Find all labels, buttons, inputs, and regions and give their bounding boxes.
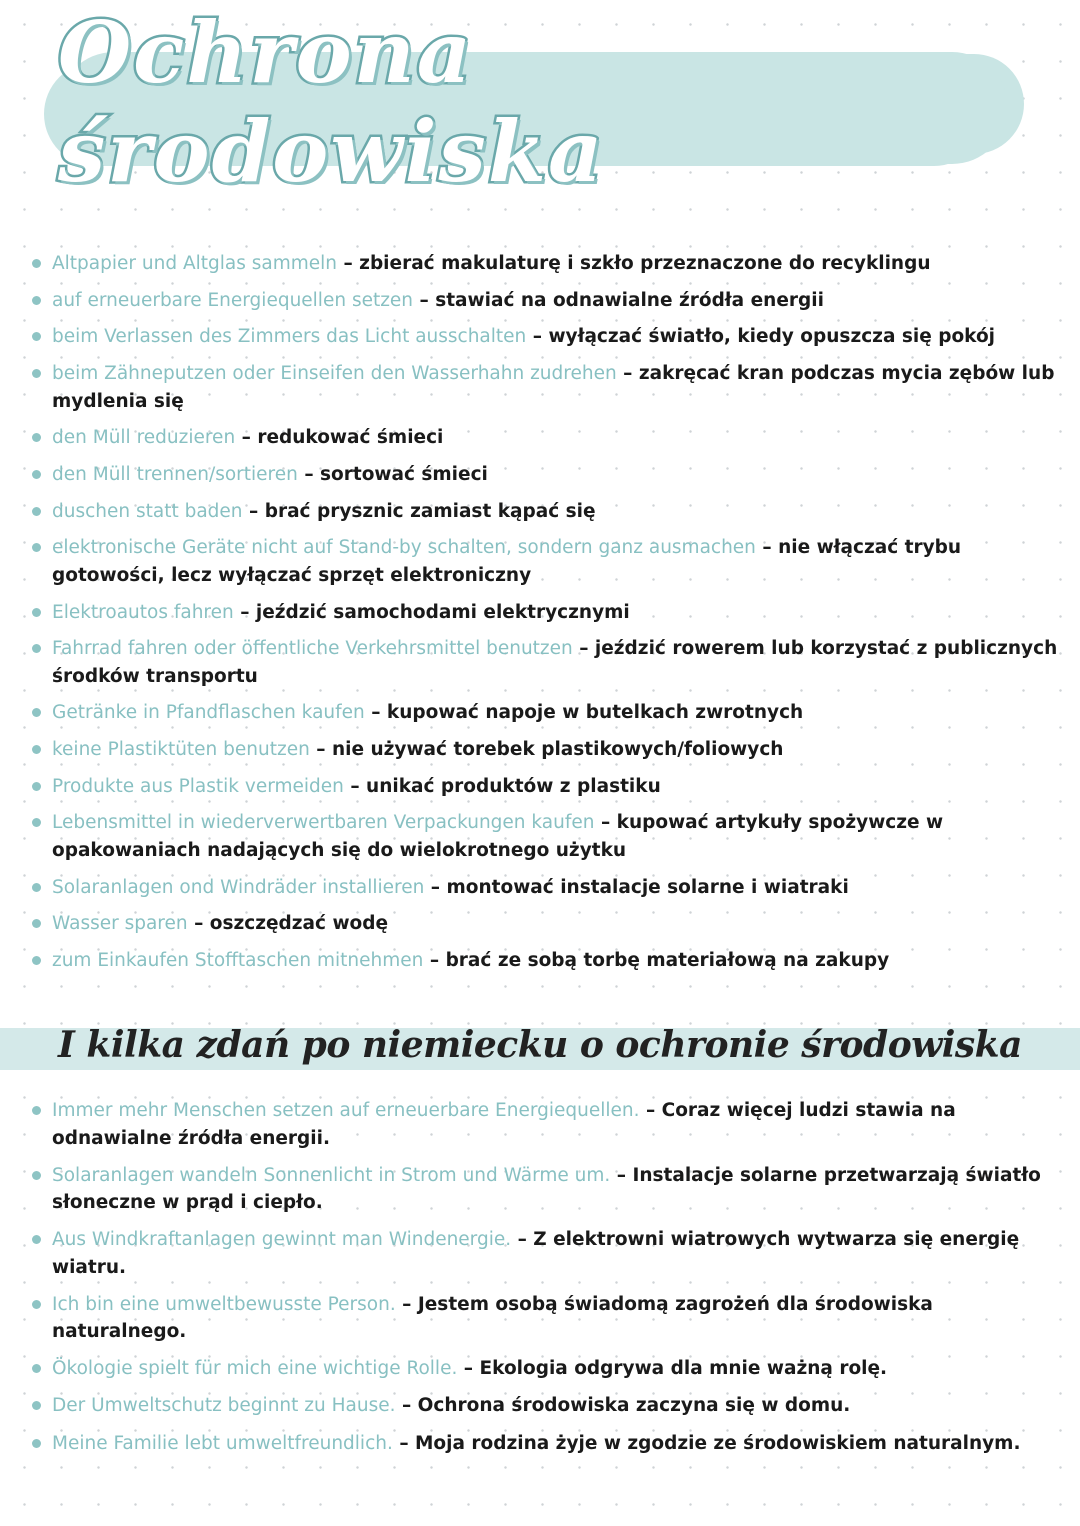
polish-translation: brać ze sobą torbę materiałową na zakupy: [445, 950, 890, 971]
german-phrase: beim Verlassen des Zimmers das Licht ausschalten: [52, 326, 527, 348]
vocab-item: [28, 287, 1068, 315]
dash-separator: –: [249, 500, 259, 522]
vocabulary-list: [28, 250, 1068, 984]
bullet-icon: [32, 259, 41, 268]
dash-separator: –: [463, 1358, 474, 1380]
german-phrase: Ich bin eine umweltbewusste Person.: [52, 1293, 396, 1315]
sentence-item: [28, 1097, 1068, 1152]
polish-translation: oszczędzać wodę: [209, 913, 389, 935]
vocab-item: [28, 809, 1068, 864]
bullet-icon: [32, 332, 41, 341]
polish-translation: kupować artykuły spożywcze w opakowaniach nadających się do wielokrotnego użytku: [52, 812, 944, 861]
dash-separator: –: [194, 913, 204, 935]
dash-separator: –: [532, 326, 542, 348]
vocab-item: [28, 461, 1068, 489]
dash-separator: –: [402, 1293, 412, 1315]
dash-separator: –: [350, 775, 360, 797]
bullet-icon: [32, 1106, 41, 1115]
title-banner: [58, 3, 1008, 201]
bullet-icon: [32, 369, 41, 378]
sentence-item: [28, 1162, 1068, 1217]
vocab-item: [28, 250, 1068, 278]
german-phrase: auf erneuerbare Energiequellen setzen: [52, 289, 414, 311]
german-phrase: Aus Windkraftanlagen gewinnt man Windenergie.: [52, 1229, 512, 1251]
german-phrase: den Müll reduzieren: [52, 427, 236, 449]
bullet-icon: [32, 883, 41, 892]
dash-separator: –: [623, 363, 633, 385]
german-phrase: Solaranlagen ond Windräder installieren: [52, 876, 425, 898]
polish-translation: stawiać na odnawialne źródła energii: [435, 289, 824, 311]
polish-translation: brać prysznic zamiast kąpać się: [264, 500, 596, 522]
sentence-list: [28, 1097, 1068, 1467]
polish-translation: nie włączać trybu gotowości, lecz wyłączać sprzęt elektroniczny: [52, 537, 962, 586]
vocab-item: [28, 699, 1068, 727]
polish-translation: redukować śmieci: [257, 427, 444, 449]
bullet-icon: [32, 1171, 41, 1180]
vocab-item: [28, 599, 1068, 627]
vocab-item: [28, 498, 1068, 526]
dash-separator: –: [371, 702, 381, 724]
bullet-icon: [32, 1364, 41, 1373]
german-phrase: Lebensmittel in wiederverwertbaren Verpackungen kaufen: [52, 812, 595, 834]
german-phrase: elektronische Geräte nicht auf Stand-by schalten, sondern ganz ausmachen: [52, 537, 756, 559]
dash-separator: –: [241, 427, 251, 449]
vocab-item: [28, 874, 1068, 902]
polish-translation: Moja rodzina żyje w zgodzie ze środowiskiem naturalnym.: [415, 1432, 1021, 1454]
german-phrase: Ökologie spielt für mich eine wichtige Rolle.: [52, 1358, 458, 1380]
polish-translation: wyłączać światło, kiedy opuszcza się pokój: [548, 326, 996, 348]
german-phrase: Solaranlagen wandeln Sonnenlicht in Strom und Wärme um.: [52, 1164, 611, 1186]
bullet-icon: [32, 919, 41, 928]
german-phrase: duschen statt baden: [52, 500, 243, 522]
bullet-icon: [32, 1235, 41, 1244]
bullet-icon: [32, 644, 41, 653]
dash-separator: –: [429, 950, 440, 971]
polish-translation: kupować napoje w butelkach zwrotnych: [386, 702, 804, 724]
german-phrase: Der Umweltschutz beginnt zu Hause.: [52, 1395, 396, 1417]
dash-separator: –: [304, 463, 314, 485]
bullet-icon: [32, 543, 41, 552]
vocab-item: [28, 635, 1068, 690]
vocab-item: [28, 424, 1068, 452]
dash-separator: –: [645, 1100, 656, 1121]
polish-translation: Instalacje solarne przetwarzają światło słoneczne w prąd i ciepło.: [52, 1164, 1041, 1214]
german-phrase: Getränke in Pfandflaschen kaufen: [52, 702, 365, 724]
bullet-icon: [32, 433, 41, 442]
german-phrase: Elektroautos fahren: [52, 601, 234, 623]
section-title: I kilka zdań po niemiecku o ochronie środowiska: [58, 1024, 1022, 1066]
german-phrase: Fahrrad fahren oder öffentliche Verkehrsmittel benutzen: [52, 638, 573, 660]
dash-separator: –: [240, 601, 250, 623]
bullet-icon: [32, 608, 41, 617]
dash-separator: –: [579, 638, 589, 660]
dash-separator: –: [401, 1395, 412, 1417]
sentence-item: [28, 1291, 1068, 1346]
german-phrase: Wasser sparen: [52, 913, 188, 935]
polish-translation: montować instalacje solarne i wiatraki: [446, 876, 849, 898]
bullet-icon: [32, 956, 41, 965]
bullet-icon: [32, 1300, 41, 1309]
german-phrase: Meine Familie lebt umweltfreundlich.: [52, 1432, 393, 1454]
sentence-item: [28, 1226, 1068, 1281]
polish-translation: jeździć rowerem lub korzystać z publicznych środków transportu: [52, 638, 1058, 687]
german-phrase: Immer mehr Menschen setzen auf erneuerbare Energiequellen.: [52, 1100, 640, 1121]
vocab-item: [28, 323, 1068, 351]
german-phrase: den Müll trennen/sortieren: [52, 463, 298, 485]
german-phrase: Produkte aus Plastik vermeiden: [52, 775, 344, 797]
vocab-item: [28, 910, 1068, 938]
bullet-icon: [32, 470, 41, 479]
dash-separator: –: [762, 537, 772, 559]
dash-separator: –: [399, 1432, 409, 1454]
polish-translation: zbierać makulaturę i szkło przeznaczone do recyklingu: [359, 253, 931, 274]
bullet-icon: [32, 708, 41, 717]
dash-separator: –: [600, 812, 611, 834]
sentence-item: [28, 1430, 1068, 1458]
polish-translation: unikać produktów z plastiku: [366, 775, 661, 797]
german-phrase: keine Plastiktüten benutzen: [52, 739, 310, 761]
bullet-icon: [32, 745, 41, 754]
dash-separator: –: [419, 289, 429, 311]
sentence-item: [28, 1392, 1068, 1420]
polish-translation: nie używać torebek plastikowych/foliowych: [331, 739, 784, 761]
vocab-item: [28, 360, 1068, 415]
bullet-icon: [32, 818, 41, 827]
polish-translation: Ochrona środowiska zaczyna się w domu.: [417, 1395, 851, 1417]
vocab-item: [28, 736, 1068, 764]
dash-separator: –: [316, 739, 326, 761]
polish-translation: jeździć samochodami elektrycznymi: [255, 601, 630, 623]
bullet-icon: [32, 782, 41, 791]
dash-separator: –: [517, 1229, 527, 1251]
dash-separator: –: [343, 253, 353, 274]
polish-translation: sortować śmieci: [320, 463, 488, 485]
dash-separator: –: [430, 876, 441, 898]
bullet-icon: [32, 507, 41, 516]
polish-translation: zakręcać kran podczas mycia zębów lub mydlenia się: [52, 363, 1055, 412]
sentence-item: [28, 1355, 1068, 1383]
vocab-item: [28, 534, 1068, 589]
vocab-item: [28, 947, 1068, 975]
bullet-icon: [32, 1401, 41, 1410]
bullet-icon: [32, 1439, 41, 1448]
german-phrase: zum Einkaufen Stofftaschen mitnehmen: [52, 950, 424, 971]
polish-translation: Jestem osobą świadomą zagrożeń dla środowiska naturalnego.: [52, 1293, 933, 1343]
vocab-item: [28, 773, 1068, 801]
german-phrase: beim Zähneputzen oder Einseifen den Wasserhahn zudrehen: [52, 363, 617, 385]
german-phrase: Altpapier und Altglas sammeln: [52, 253, 338, 274]
polish-translation: Coraz więcej ludzi stawia na odnawialne źródła energii.: [52, 1100, 956, 1149]
page-title: Ochrona środowiska: [58, 3, 605, 201]
dash-separator: –: [616, 1164, 626, 1186]
polish-translation: Ekologia odgrywa dla mnie ważną rolę.: [479, 1358, 888, 1380]
bullet-icon: [32, 296, 41, 305]
polish-translation: Z elektrowni wiatrowych wytwarza się energię wiatru.: [52, 1229, 1020, 1278]
